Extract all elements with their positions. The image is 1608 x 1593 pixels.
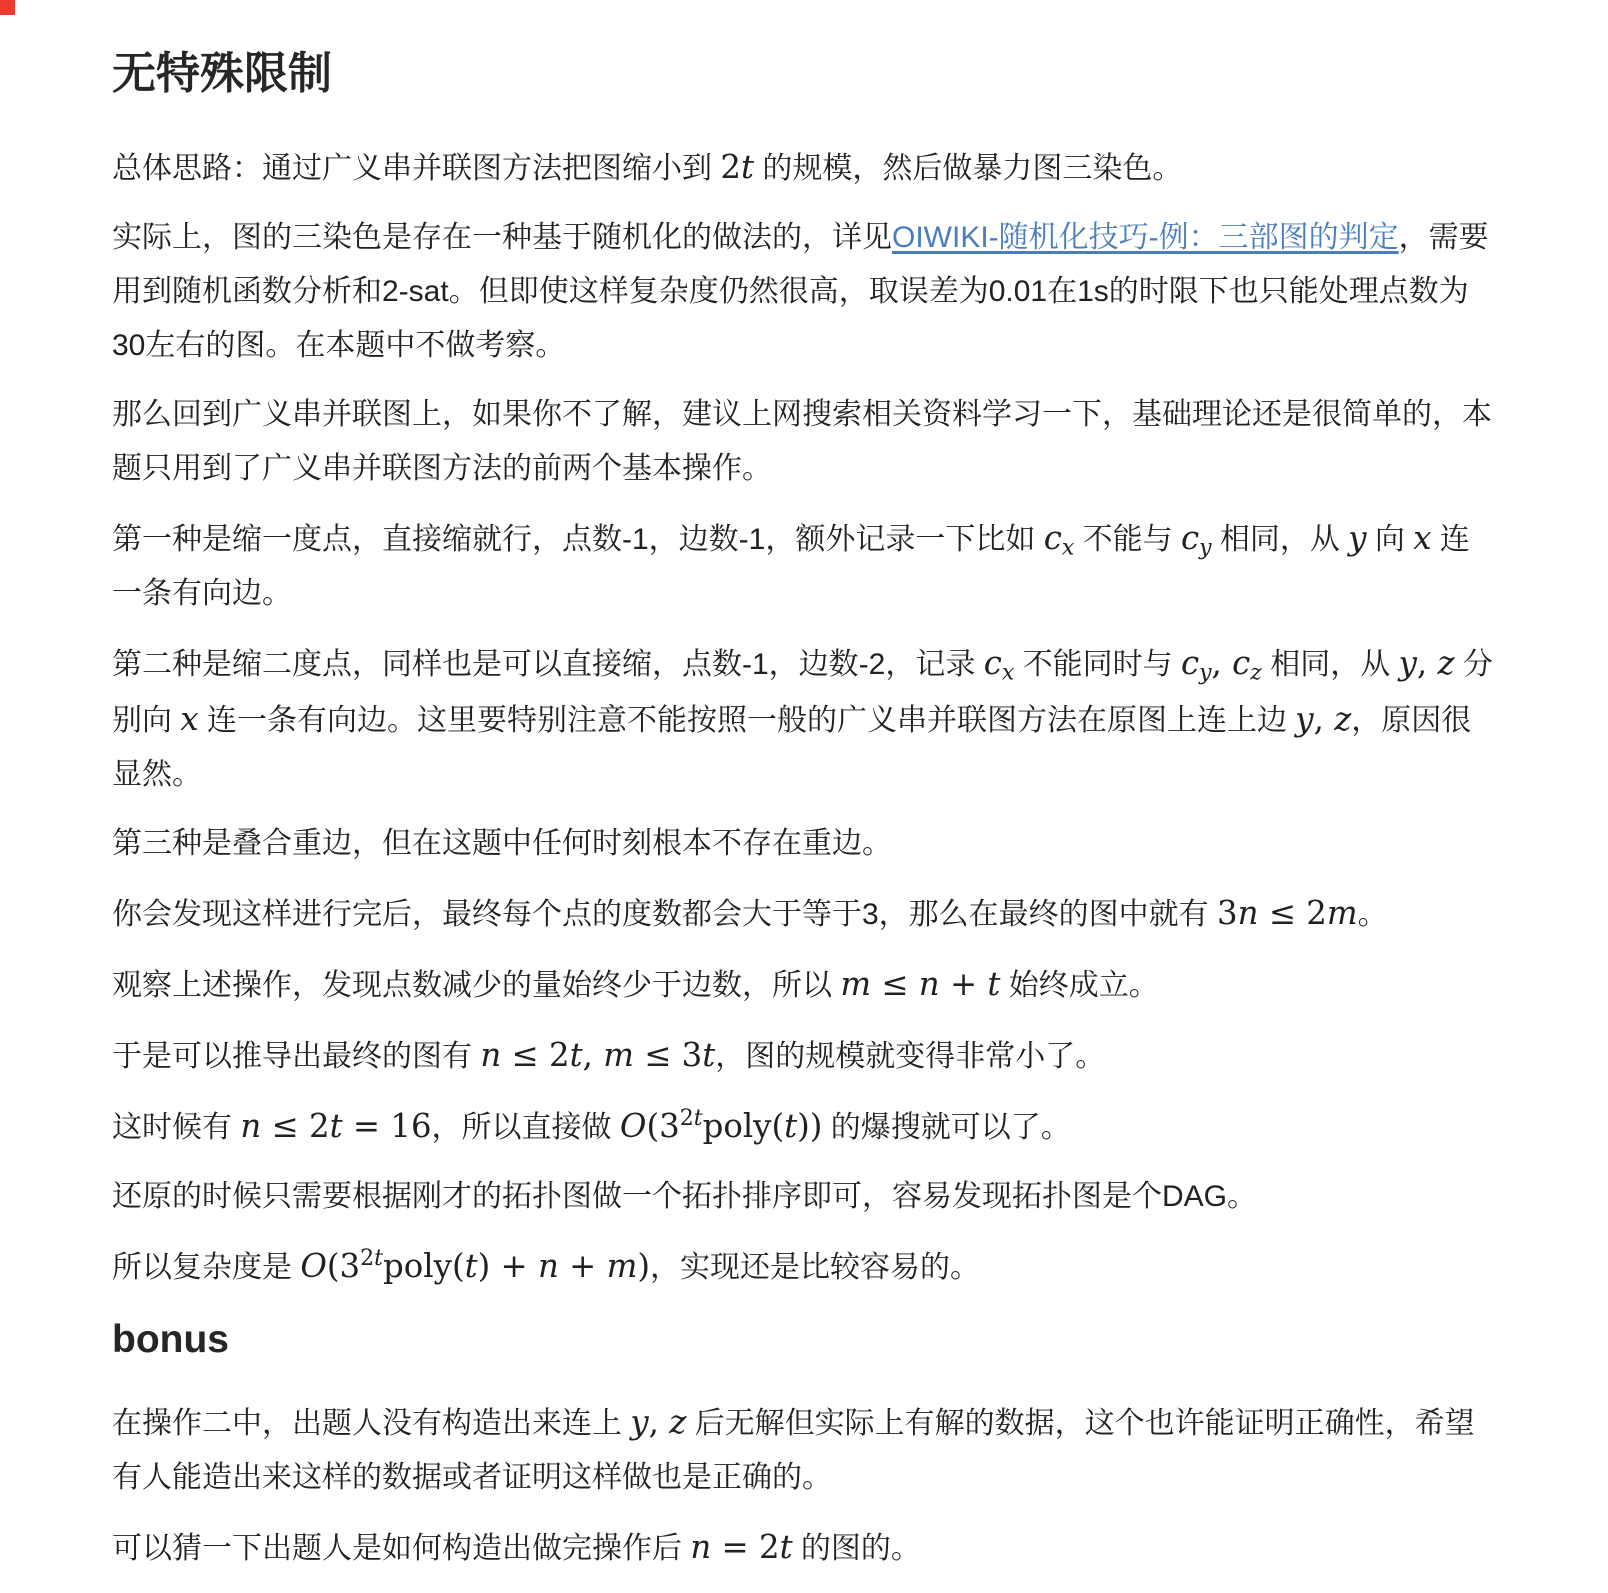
- paragraph: 你会发现这样进行完后，最终每个点的度数都会大于等于3，那么在最终的图中就有 3n ≤ 2m。: [112, 894, 1388, 932]
- inline-math: x: [1413, 519, 1432, 557]
- inline-math: $O(3^{2t}poly(t))$: [619, 1105, 823, 1145]
- paragraph: 在操作二中，出题人没有构造出来连上 y, z 后无解但实际上有解的数据，这个也许能证明正确性，希望有人能造出来这样的数据或者证明这样做也是正确的。: [112, 1403, 1475, 1494]
- inline-math: n ≤ 2t = 16: [240, 1107, 432, 1145]
- paragraph: 可以猜一下出题人是如何构造出做完操作后 n = 2t 的图的。: [112, 1528, 921, 1566]
- inline-math: y, z: [1295, 700, 1352, 738]
- inline-math: x: [180, 700, 199, 738]
- inline-math: y, z: [630, 1403, 687, 1441]
- inline-math: 3n ≤ 2m: [1217, 894, 1358, 932]
- inline-math: n ≤ 2t, m ≤ 3t: [480, 1036, 716, 1074]
- inline-math: $c_x$: [983, 644, 1015, 686]
- page-title: 无特殊限制: [112, 49, 332, 98]
- paragraph: 总体思路：通过广义串并联图方法把图缩小到 2t 的规模，然后做暴力图三染色。: [112, 148, 1183, 186]
- inline-math: $c_x$: [1043, 519, 1075, 561]
- inline-math: y, z: [1398, 644, 1455, 682]
- paragraph: 这时候有 n ≤ 2t = 16，所以直接做 $O(3^{2t}poly(t))$ 的爆搜就可以了。: [112, 1105, 1071, 1145]
- paragraph: 第三种是叠合重边，但在这题中任何时刻根本不存在重边。: [112, 827, 892, 860]
- paragraph: 实际上，图的三染色是存在一种基于随机化的做法的，详见OIWIKI-随机化技巧-例：三部图的判定，需要用到随机函数分析和2-sat。但即使这样复杂度仍然很高，取误差为0.01在1s的时限下也只能处理点数为30左右的图。在本题中不做考察。: [112, 221, 1489, 362]
- paragraph: 于是可以推导出最终的图有 n ≤ 2t, m ≤ 3t，图的规模就变得非常小了。: [112, 1036, 1106, 1074]
- inline-math: $O(3^{2t}poly(t) + n + m)$: [300, 1245, 650, 1285]
- red-corner-marker: [0, 0, 15, 15]
- paragraph: 第一种是缩一度点，直接缩就行，点数-1，边数-1，额外记录一下比如 $c_x$ 不能与 $c_y$ 相同，从 y 向 x 连一条有向边。: [112, 519, 1470, 610]
- inline-math: 2t: [720, 148, 754, 186]
- inline-math: m ≤ n + t: [840, 965, 1001, 1003]
- paragraph: 那么回到广义串并联图上，如果你不了解，建议上网搜索相关资料学习一下，基础理论还是很简单的，本题只用到了广义串并联图方法的前两个基本操作。: [112, 398, 1492, 485]
- paragraph: 还原的时候只需要根据刚才的拓扑图做一个拓扑排序即可，容易发现拓扑图是个DAG。: [112, 1180, 1258, 1213]
- paragraph: 第二种是缩二度点，同样也是可以直接缩，点数-1，边数-2，记录 $c_x$ 不能同时与 $c_y$, $c_z$ 相同，从 y, z 分别向 x 连一条有向边。这里要特别注意不能按照一般的广义串并联图方法在原图上连上边 y, z，原因很显然。: [112, 644, 1493, 791]
- paragraph: 所以复杂度是 $O(3^{2t}poly(t) + n + m)$，实现还是比较容易的。: [112, 1245, 980, 1285]
- paragraph: 观察上述操作，发现点数减少的量始终少于边数，所以 m ≤ n + t 始终成立。: [112, 965, 1159, 1003]
- inline-math: n = 2t: [690, 1528, 793, 1566]
- bonus-section: [112, 1395, 1496, 1576]
- inline-math: $c_y$: [1180, 519, 1212, 561]
- oiwiki-link[interactable]: OIWIKI-随机化技巧-例：三部图的判定: [892, 221, 1399, 254]
- inline-math: $c_y$, $c_z$: [1180, 644, 1262, 686]
- bonus-heading: bonus: [112, 1318, 229, 1361]
- inline-math: y: [1348, 519, 1367, 557]
- main-section: [112, 140, 1496, 1295]
